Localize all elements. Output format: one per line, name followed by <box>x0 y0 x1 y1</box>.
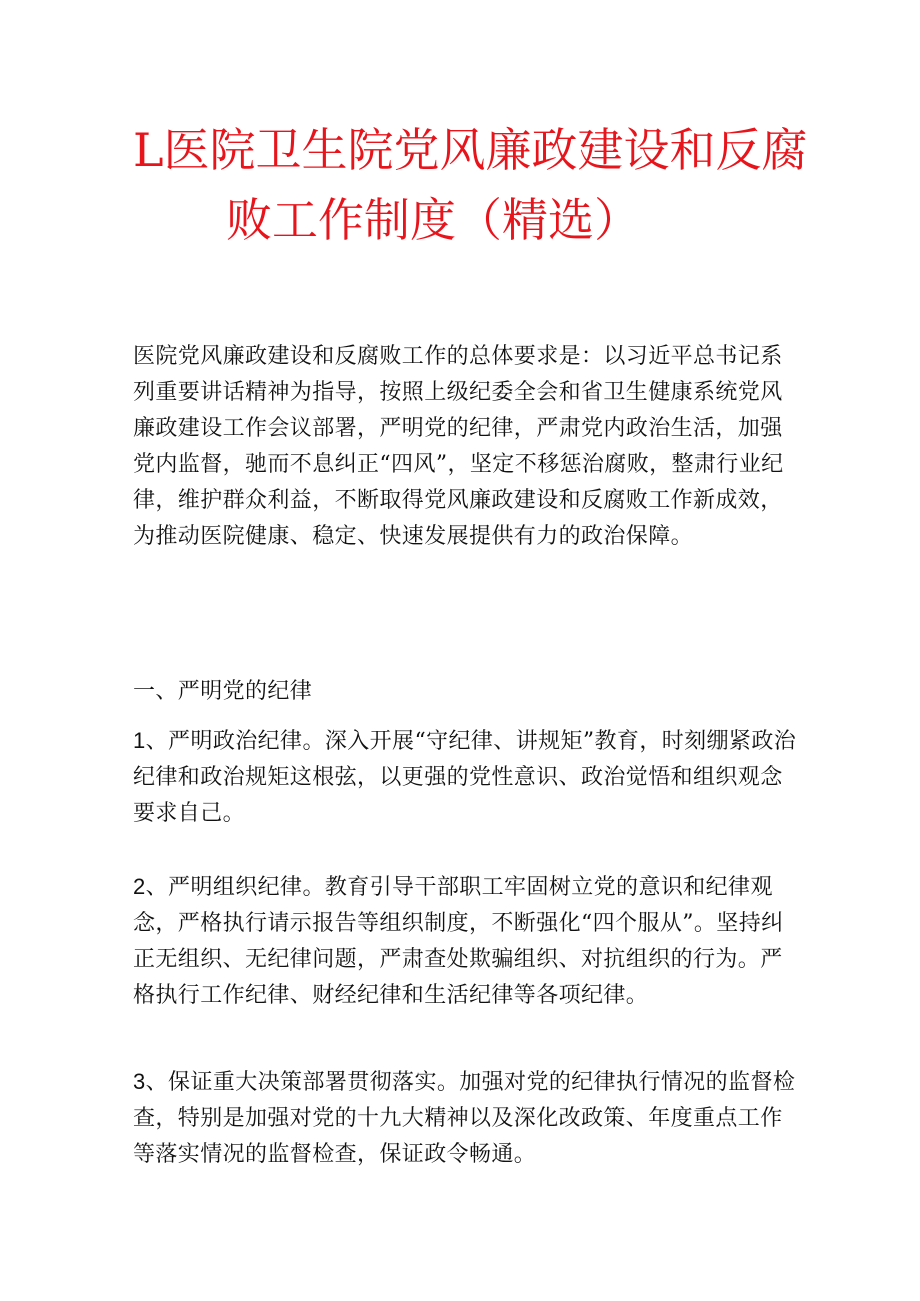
item-3-text: 、保证重大决策部署贯彻落实。加强对党的纪律执行情况的监督检查，特别是加强对党的十九大精神以及深化改政策、年度重点工作等落实情况的监督检查，保证政令畅通。 <box>133 1070 796 1167</box>
document-title-line-1: L医院卫生院党风廉政建设和反腐 <box>133 123 808 177</box>
item-3-paragraph <box>133 1064 798 1173</box>
intro-paragraph: 医院党风廉政建设和反腐败工作的总体要求是：以习近平总书记系列重要讲话精神为指导，按照上级纪委全会和省卫生健康系统党风廉政建设工作会议部署，严明党的纪律，严肃党内政治生活，加强党内监督，驰而不息纠正“四风”，坚定不移惩治腐败，整肃行业纪律，维护群众利益，不断取得党风廉政建设和反腐败工作新成效，为推动医院健康、稳定、快速发展提供有力的政治保障。 <box>133 344 784 549</box>
item-2-number: 2 <box>133 874 146 899</box>
item-2-text: 、严明组织纪律。教育引导干部职工牢固树立党的意识和纪律观念，严格执行请示报告等组织制度，不断强化“四个服从”。坚持纠正无组织、无纪律问题，严肃查处欺骗组织、对抗组织的行为。严格执行工作纪律、财经纪律和生活纪律等各项纪律。 <box>133 875 784 1008</box>
item-3-number: 3 <box>133 1069 146 1094</box>
item-2-paragraph <box>133 869 798 1014</box>
item-1-text: 、严明政治纪律。深入开展“守纪律、讲规矩”教育，时刻绷紧政治纪律和政治规矩这根弦，以更强的党性意识、政治觉悟和组织观念要求自己。 <box>133 729 797 826</box>
section-1-heading: 一、严明党的纪律 <box>133 679 313 704</box>
document-title-line-2: 败工作制度（精选） <box>226 193 640 247</box>
item-1-number: 1 <box>133 728 146 753</box>
item-1-paragraph <box>133 723 798 832</box>
